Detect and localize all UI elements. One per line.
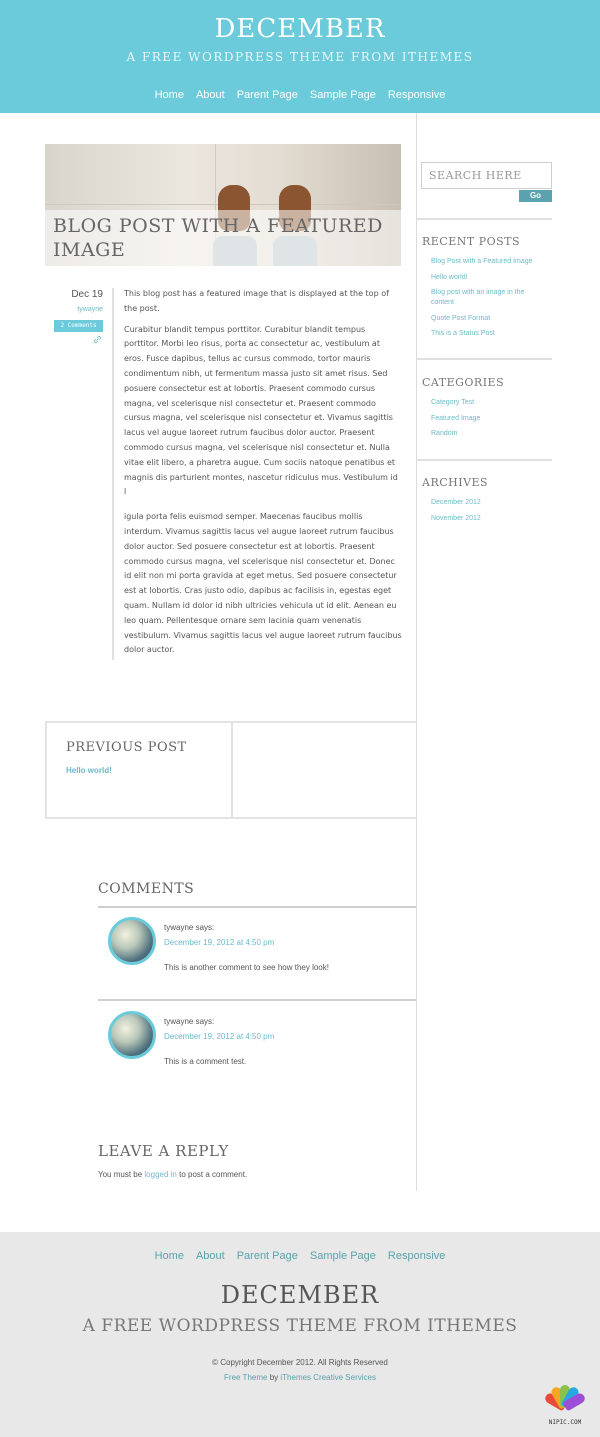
leave-reply-title: LEAVE A REPLY <box>98 1142 229 1160</box>
site-title[interactable]: DECEMBER <box>214 14 386 44</box>
post-navigation <box>45 721 417 819</box>
widget-divider <box>416 358 552 360</box>
credits <box>0 1373 600 1382</box>
footer-site-title: DECEMBER <box>220 1281 380 1309</box>
comments-divider <box>98 906 416 908</box>
recent-posts-title: RECENT POSTS <box>422 235 521 248</box>
post-author[interactable]: tywayne <box>77 306 103 313</box>
nav-sample-page[interactable]: Sample Page <box>309 89 376 101</box>
comment-divider <box>98 999 416 1001</box>
comment-author: tywayne says: <box>164 923 215 932</box>
previous-post-link[interactable]: Hello world! <box>66 766 112 775</box>
recent-post-link[interactable]: This is a Status Post <box>431 330 495 337</box>
footer-nav-sample-page[interactable]: Sample Page <box>309 1250 376 1262</box>
post-paragraph: Curabitur blandit tempus porttitor. Curabitur blandit tempus porttitor. Morbi leo risus, porta ac consectetur ac, vestibulum at eros. Fusce dapibus, tellus ac cursus commodo, tortor mauris condimentum nibh, ut fermentum massa justo sit amet risus. Sed posuere consectetur est at lobortis. Praesent commodo cursus magna, vel scelerisque nisl consectetur et. Praesent commodo cursus magna, vel scelerisque nisl consectetur et. Vivamus sagittis lacus vel augue laoreet rutrum faucibus dolor auctor. Praesent commodo cursus magna, vel scelerisque nisl consectetur et. Nulla vitae elit libero, a pharetra augue. Cum sociis natoque penatibus et magnis dis parturient montes, nascetur ridiculus mus. Vestibulum id l <box>124 324 398 497</box>
login-note <box>98 1170 247 1179</box>
link-icon[interactable] <box>93 335 102 346</box>
archive-link[interactable]: December 2012 <box>431 499 481 506</box>
post-nav-divider <box>231 723 233 819</box>
archive-link[interactable]: November 2012 <box>431 514 481 522</box>
categories-list <box>431 398 549 445</box>
sidebar-divider <box>416 113 417 1191</box>
nav-responsive[interactable]: Responsive <box>387 89 446 101</box>
comment-text: This is a comment test. <box>164 1057 247 1066</box>
comment-author: tywayne says: <box>164 1017 215 1026</box>
category-link[interactable]: Featured Image <box>431 414 481 422</box>
site-header <box>0 0 600 113</box>
ithemes-link[interactable]: iThemes Creative Services <box>280 1373 376 1382</box>
site-tagline: A FREE WORDPRESS THEME FROM ITHEMES <box>126 50 474 64</box>
avatar <box>108 917 156 965</box>
post-paragraph: igula porta felis euismod semper. Maecenas faucibus mollis interdum. Vivamus sagittis lacus vel augue laoreet rutrum faucibus dolor auctor. Sed posuere consectetur est at lobortis. Praesent commodo cursus magna, vel scelerisque nisl consectetur et. Donec id elit non mi porta gravida at eget metus. Sed posuere consectetur est at lobortis. Cras justo odio, dapibus ac facilisis in, egestas eget quam. Nullam id dolor id nibh ultricies vehicula ut id elit. Aenean eu leo quam. Pellentesque ornare sem lacinia quam venenatis vestibulum. Vivamus sagittis lacus vel augue laoreet rutrum faucibus dolor auctor. <box>124 512 402 655</box>
recent-post-link[interactable]: Blog post with an image in the content <box>431 289 525 306</box>
footer-nav <box>0 1250 600 1262</box>
widget-divider <box>416 459 552 461</box>
footer-nav-parent-page[interactable]: Parent Page <box>236 1250 298 1262</box>
recent-post-link[interactable]: Hello world! <box>431 273 468 281</box>
comments-title: COMMENTS <box>98 881 195 897</box>
site-footer <box>0 1232 600 1437</box>
nav-home[interactable]: Home <box>154 89 184 101</box>
credits-by: by <box>267 1373 281 1382</box>
meta-divider <box>112 288 114 660</box>
featured-image <box>45 144 401 266</box>
previous-post-label: PREVIOUS POST <box>66 740 187 755</box>
watermark-logo <box>540 1383 590 1427</box>
category-link[interactable]: Random <box>431 430 458 437</box>
watermark-text: NIPIC.COM <box>548 1419 582 1426</box>
comment-date[interactable]: December 19, 2012 at 4:50 pm <box>164 1032 275 1041</box>
main-nav <box>0 89 600 101</box>
recent-post-link[interactable]: Quote Post Format <box>431 314 491 322</box>
copyright: © Copyright December 2012. All Rights Reserved <box>212 1358 388 1367</box>
search-box <box>421 162 552 189</box>
footer-nav-home[interactable]: Home <box>154 1250 184 1262</box>
archives-title: ARCHIVES <box>422 476 489 489</box>
avatar <box>108 1011 156 1059</box>
archives-list <box>431 498 549 529</box>
nav-about[interactable]: About <box>195 89 225 101</box>
comments-count-badge[interactable]: 2 Comments <box>54 320 103 332</box>
free-theme-link[interactable]: Free Theme <box>224 1373 268 1382</box>
categories-title: CATEGORIES <box>422 376 505 389</box>
recent-posts-list <box>431 257 549 345</box>
login-note-after: to post a comment. <box>176 1170 248 1179</box>
post-date: Dec 19 <box>71 289 103 300</box>
footer-nav-about[interactable]: About <box>195 1250 225 1262</box>
login-note-before: You must be <box>98 1170 145 1179</box>
post-content <box>124 287 402 664</box>
post-title[interactable]: BLOG POST WITH A FEATURED IMAGE <box>53 215 383 261</box>
footer-nav-responsive[interactable]: Responsive <box>387 1250 446 1262</box>
widget-divider <box>416 218 552 220</box>
login-link[interactable]: logged in <box>144 1170 177 1179</box>
recent-post-link[interactable]: Blog Post with a Featured Image <box>431 258 533 265</box>
category-link[interactable]: Category Test <box>431 399 475 406</box>
post-paragraph: This blog post has a featured image that is displayed at the top of the post. <box>124 289 389 313</box>
search-go-button[interactable]: Go <box>519 190 552 202</box>
comment-text: This is another comment to see how they look! <box>164 963 329 972</box>
nav-parent-page[interactable]: Parent Page <box>236 89 298 101</box>
link-icon-glyph <box>93 335 102 344</box>
comment-date[interactable]: December 19, 2012 at 4:50 pm <box>164 938 275 947</box>
search-input[interactable] <box>422 163 547 188</box>
footer-tagline: A FREE WORDPRESS THEME FROM ITHEMES <box>82 1316 518 1336</box>
